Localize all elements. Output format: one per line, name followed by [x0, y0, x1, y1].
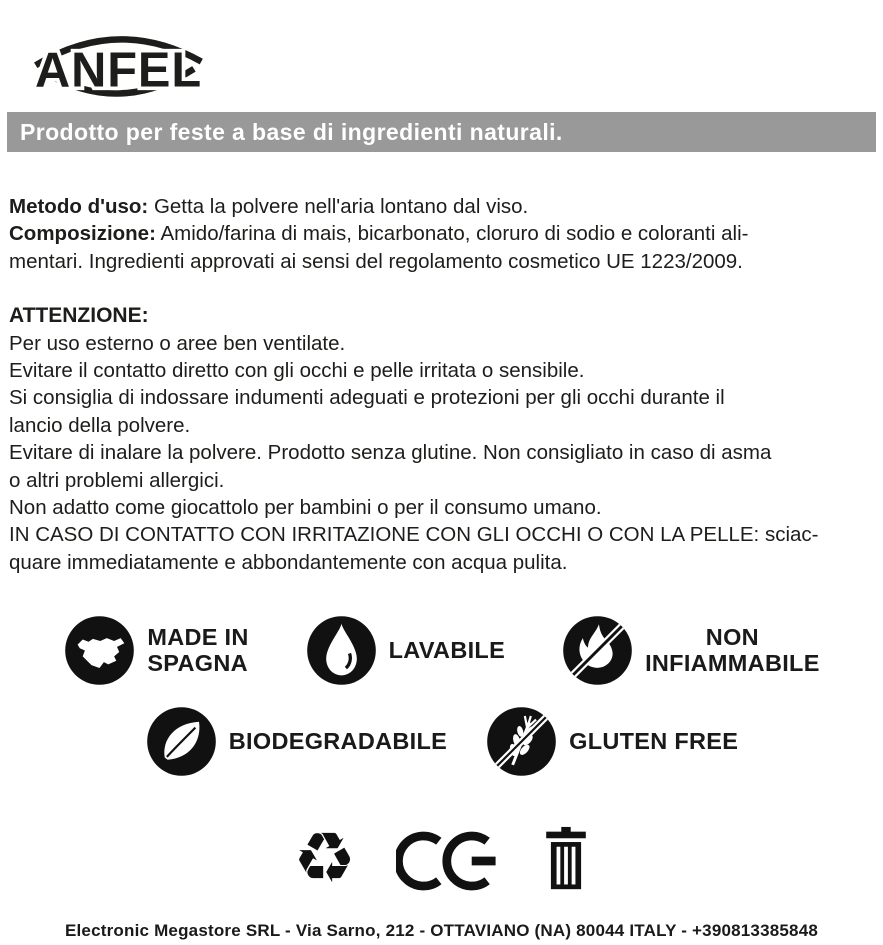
warning-line: Si consiglia di indossare indumenti adeguati e protezioni per gli occhi durante il: [9, 386, 725, 410]
warning-line: Evitare il contatto diretto con gli occhi e pelle irritata o sensibile.: [9, 359, 585, 383]
badge-biodegradable: [145, 705, 447, 778]
warning-line: IN CASO DI CONTATTO CON IRRITAZIONE CON GLI OCCHI O CON LA PELLE: sciac-: [9, 523, 819, 547]
anfel-logo-icon: [26, 10, 211, 102]
badge-label: BIODEGRADABILE: [228, 728, 448, 755]
no-flame-icon: [561, 614, 634, 687]
usage-line: [9, 193, 874, 220]
badge-made-in-spain: [63, 614, 248, 687]
label-text-block: [0, 152, 883, 576]
warning-line: lancio della polvere.: [9, 413, 191, 437]
badges-row-1: [0, 614, 883, 687]
badge-non-flammable: [561, 614, 820, 687]
badges-row-2: [0, 705, 883, 778]
logo-text: ANFEL: [34, 43, 203, 98]
certification-symbols-row: [0, 817, 883, 900]
badge-label: LAVABILE: [388, 637, 506, 664]
recycling-icon: ♻: [293, 817, 356, 900]
warning-line: Non adatto come giocattolo per bambini o per il consumo umano.: [9, 496, 602, 520]
leaf-icon: [145, 705, 218, 778]
badge-gluten-free: [485, 705, 738, 778]
usage-text: Getta la polvere nell'aria lontano dal viso.: [153, 195, 529, 218]
composition-text-1: Amido/farina di mais, bicarbonato, cloruro di sodio e coloranti ali-: [160, 222, 749, 246]
warnings-heading: ATTENZIONE:: [9, 304, 149, 328]
badge-label: GLUTEN FREE: [569, 728, 739, 755]
brand-logo: [0, 0, 883, 104]
water-drop-icon: [305, 614, 378, 687]
badge-label: NON INFIAMMABILE: [645, 624, 820, 676]
warning-line: Per uso esterno o aree ben ventilate.: [9, 331, 346, 355]
banner-text: Prodotto per feste a base di ingredienti naturali.: [20, 119, 563, 145]
manufacturer-address: Electronic Megastore SRL - Via Sarno, 212 - OTTAVIANO (NA) 80044 ITALY - +390813385848: [64, 921, 819, 941]
ce-mark-icon: [396, 830, 502, 892]
warning-line: o altri problemi allergici.: [9, 468, 225, 492]
warning-line: quare immediatamente e abbondantemente con acqua pulita.: [9, 550, 568, 574]
badge-washable: [305, 614, 505, 687]
composition-line-2: mentari. Ingredienti approvati ai sensi del regolamento cosmetico UE 1223/2009.: [9, 249, 743, 273]
usage-label: Metodo d'uso:: [9, 195, 149, 218]
product-claim-banner: [7, 112, 876, 152]
composition-line-1: [9, 220, 874, 247]
spain-map-icon: [63, 614, 136, 687]
composition-label: Composizione:: [9, 222, 156, 246]
warning-line: Evitare di inalare la polvere. Prodotto senza glutine. Non consigliato in caso di asma: [9, 441, 772, 465]
trash-bin-icon: [542, 826, 590, 892]
badge-label: MADE IN SPAGNA: [147, 624, 249, 676]
no-wheat-icon: [485, 705, 558, 778]
